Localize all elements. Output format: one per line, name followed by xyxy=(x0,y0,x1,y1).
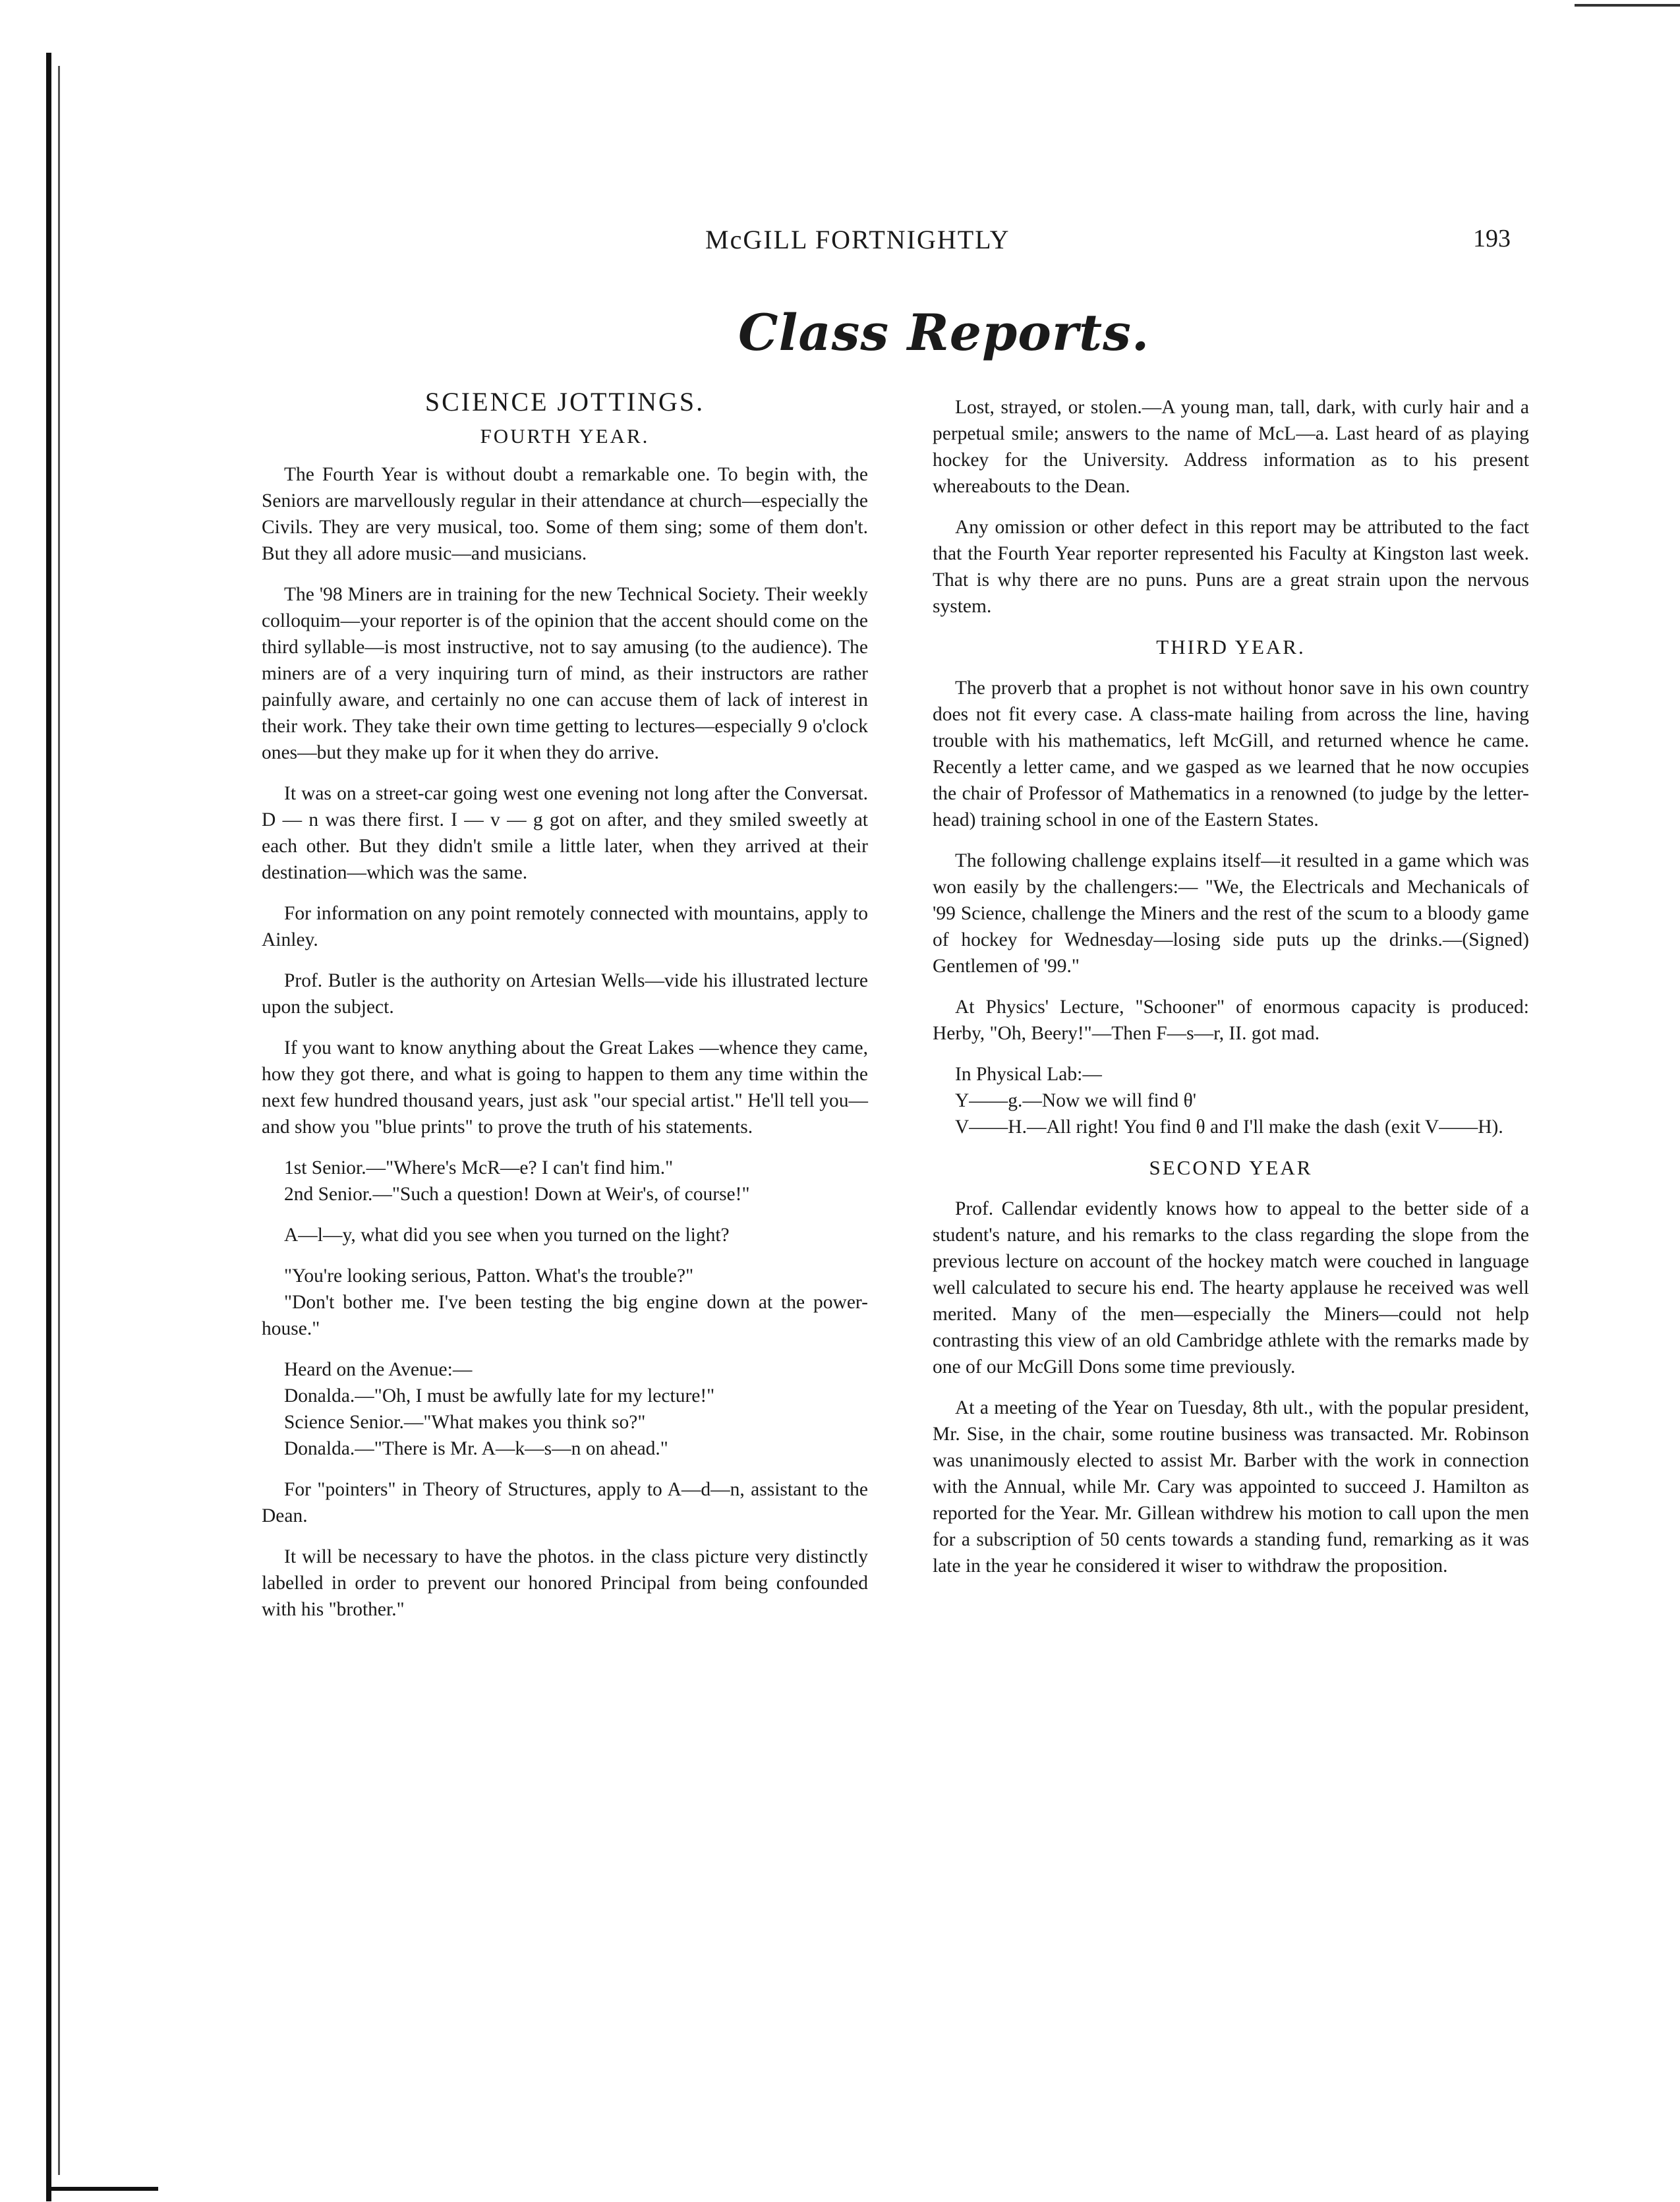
paragraph: If you want to know anything about the Great Lakes —whence they came, how they got there, and what is going to happen to them any time within the next few hundred thousand years, just ask "our special artist." He'll tell you—and show you "blue prints" to prove the truth of his statements. xyxy=(262,1037,868,1138)
dialog-line: "You're looking serious, Patton. What's the trouble?" xyxy=(284,1265,694,1287)
paragraph: A—l—y, what did you see when you turned on the light? xyxy=(284,1225,730,1246)
dialog-line: V——H.—All right! You find θ and I'll make the dash (exit V——H). xyxy=(955,1116,1503,1138)
paragraph: The Fourth Year is without doubt a remarkable one. To begin with, the Seniors are marvellously regular in their attendance at church—especially the Civils. They are very musical, too. Some of them sing; some of them don't. But they all adore music—and musicians. xyxy=(262,464,868,564)
science-jottings-heading: SCIENCE JOTTINGS. xyxy=(424,387,705,417)
paragraph: At Physics' Lecture, "Schooner" of enormous capacity is produced: Herby, "Oh, Beery!"—Then F—s—r, II. got mad. xyxy=(933,997,1529,1044)
paragraph: It was on a street-car going west one evening not long after the Conversat. D — n was there first. I — v — g got on after, and they smiled sweetly at each other. But they didn't smile a little later, when they arrived at their destination—which was the same. xyxy=(262,783,868,883)
third-year-heading: THIRD YEAR. xyxy=(1156,635,1306,658)
dialog-line: 1st Senior.—"Where's McR—e? I can't find him." xyxy=(284,1157,674,1178)
paragraph: The proverb that a prophet is not without honor save in his own country does not fit every case. A class-mate hailing from across the line, having trouble with his mathematics, left McGill, and returned whence he came. Recently a letter came, and we gasped as we learned that he now occupies the chair of Professor of Mathematics in a renowned (to judge by the letter-head) training school in one of the Eastern States. xyxy=(933,678,1529,830)
dialog-line: 2nd Senior.—"Such a question! Down at Weir's, of course!" xyxy=(284,1184,750,1205)
binding-foot xyxy=(46,2187,158,2191)
dialog-line: Donalda.—"Oh, I must be awfully late for my lecture!" xyxy=(284,1385,715,1406)
binding-edge xyxy=(46,53,51,2201)
dialog-line: Heard on the Avenue:— xyxy=(284,1359,473,1380)
paragraph: For information on any point remotely connected with mountains, apply to Ainley. xyxy=(262,903,868,950)
paragraph: The following challenge explains itself—it resulted in a game which was won easily by the challengers:— "We, the Electricals and Mechanicals of '99 Science, challenge the Miners and the rest of the scum to a bloody game of hockey for Wednesday—losing side puts up the drinks.—(Signed) Gentlemen of '99." xyxy=(933,850,1529,977)
paragraph: Prof. Callendar evidently knows how to appeal to the better side of a student's nature, and his remarks to the class regarding the slope from the previous lecture on account of the hockey match were couched in language well calculated to secure his end. The hearty applause he received was well merited. Many of the men—especially the Miners—could not help contrasting this view of an old Cambridge athlete with the remarks made by one of our McGill Dons some time previously. xyxy=(933,1198,1529,1377)
paragraph: It will be necessary to have the photos. in the class picture very distinctly labelled in order to prevent our honored Principal from being confounded with his "brother." xyxy=(262,1546,868,1620)
corner-mark xyxy=(1575,4,1680,7)
dialog-line: "Don't bother me. I've been testing the big engine down at the power-house." xyxy=(262,1292,868,1339)
paragraph: Any omission or other defect in this report may be attributed to the fact that the Fourth Year reporter represented his Faculty at Kingston last week. That is why there are no puns. Puns are a great strain upon the nervous system. xyxy=(933,517,1529,617)
dialog-line: Y——g.—Now we will find θ' xyxy=(955,1090,1197,1111)
running-head: McGILL FORTNIGHTLY xyxy=(705,225,1010,254)
dialog-line: Science Senior.—"What makes you think so?" xyxy=(284,1412,646,1433)
page-number: 193 xyxy=(1473,225,1511,252)
binding-edge-shadow xyxy=(58,66,60,2175)
left-column xyxy=(262,389,868,1637)
paragraph: Lost, strayed, or stolen.—A young man, tall, dark, with curly hair and a perpetual smile; answers to the name of McL—a. Last heard of as playing hockey for the University. Address information as to his present whereabouts to the Dean. xyxy=(933,397,1529,497)
paragraph: For "pointers" in Theory of Structures, apply to A—d—n, assistant to the Dean. xyxy=(262,1479,868,1526)
paragraph: The '98 Miners are in training for the new Technical Society. Their weekly colloquim—your reporter is of the opinion that the accent should come on the third syllable—is most instructive, not to say amusing (to the audience). The miners are of a very inquiring turn of mind, as their instructors are rather painfully aware, and certainly no one can accuse them of lack of interest in their work. They take their own time getting to lectures—especially 9 o'clock ones—but they make up for it when they do arrive. xyxy=(262,584,868,763)
paragraph: At a meeting of the Year on Tuesday, 8th ult., with the popular president, Mr. Sise, in the chair, some routine business was transacted. Mr. Robinson was unanimously elected to assist Mr. Barber with the work in connection with the Annual, while Mr. Cary was appointed to succeed J. Hamilton as reported for the Year. Mr. Gillean withdrew his motion to call upon the men for a subscription of 50 cents towards a standing fund, remarking as it was late in the year he considered it wiser to withdraw the proposition. xyxy=(933,1397,1529,1577)
dialog-line: Donalda.—"There is Mr. A—k—s—n on ahead." xyxy=(284,1438,668,1459)
dialog-line: In Physical Lab:— xyxy=(955,1064,1102,1085)
second-year-heading: SECOND YEAR xyxy=(1149,1156,1313,1179)
paragraph: Prof. Butler is the authority on Artesian Wells—vide his illustrated lecture upon the subject. xyxy=(262,970,868,1018)
fourth-year-heading: FOURTH YEAR. xyxy=(480,424,650,448)
section-title: Class Reports. xyxy=(738,303,1150,362)
right-column xyxy=(933,394,1529,1594)
